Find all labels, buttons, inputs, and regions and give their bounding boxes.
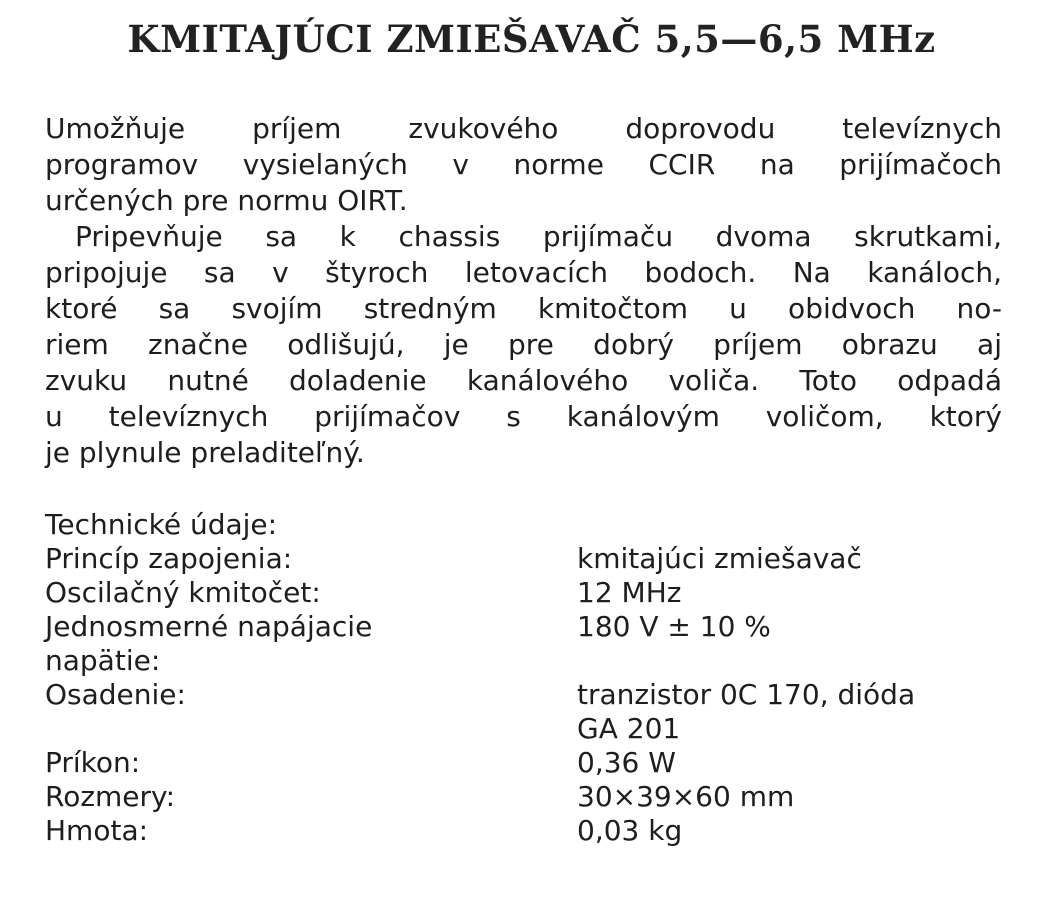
spec-value [577,780,1015,814]
paragraph-line: Umožňuje príjem zvukového doprovodu televíznych [45,112,1002,145]
spec-value-text: 30×39×60 mm [577,780,795,813]
spec-value-text: 0,36 W [577,746,676,779]
spec-label-text: Princíp zapojenia: [45,542,293,575]
spec-label-text: Príkon: [45,746,141,779]
page-title: KMITAJÚCI ZMIEŠAVAČ 5,5—6,5 MHz [127,17,936,61]
spec-label-text: Rozmery: [45,780,176,813]
paragraph-line: ktoré sa svojím stredným kmitočtom u obidvoch no- [45,292,1002,325]
spec-value-text: 180 V ± 10 % [577,610,771,643]
technical-specs [45,508,1015,848]
spec-value [577,576,1015,610]
spec-label [45,814,577,848]
spec-value [577,542,1015,576]
spec-row-components [45,678,1015,746]
spec-label-text: Osadenie: [45,678,186,711]
spec-row-power [45,746,1015,780]
paragraph-line: určených pre normu OIRT. [45,184,408,217]
spec-label [45,542,577,576]
spec-label [45,678,577,746]
specs-heading: Technické údaje: [45,508,278,541]
spec-label-text: Hmota: [45,814,149,847]
spec-value-text: 0,03 kg [577,814,683,847]
spec-row-weight [45,814,1015,848]
spec-label [45,610,577,678]
paragraph-intro [45,111,1002,219]
spec-value [577,746,1015,780]
spec-value-text: kmitajúci zmiešavač [577,542,862,575]
spec-value [577,610,1015,678]
spec-row-supply-voltage [45,610,1015,678]
spec-value-text: GA 201 [577,712,681,745]
spec-label-text: napätie: [45,644,161,677]
spec-row-dimensions [45,780,1015,814]
paragraph-line: Pripevňuje sa k chassis prijímaču dvoma skrutkami, [75,220,1002,253]
paragraph-line: programov vysielaných v norme CCIR na prijímačoch [45,148,1002,181]
spec-value [577,678,1015,746]
spec-value-text: tranzistor 0C 170, dióda [577,678,916,711]
paragraph-line: pripojuje sa v štyroch letovacích bodoch. Na kanáloch, [45,256,1002,289]
spec-label [45,780,577,814]
paragraph-line: u televíznych prijímačov s kanálovým voličom, ktorý [45,400,1002,433]
spec-value [577,814,1015,848]
paragraph-line: zvuku nutné doladenie kanálového voliča. Toto odpadá [45,364,1002,397]
spec-row-principle [45,542,1015,576]
paragraph-mounting [45,219,1002,471]
spec-label [45,576,577,610]
spec-value-text: 12 MHz [577,576,682,609]
spec-label [45,746,577,780]
spec-label-text: Oscilačný kmitočet: [45,576,321,609]
paragraph-line: je plynule preladiteľný. [45,436,365,469]
paragraph-line: riem značne odlišujú, je pre dobrý príjem obrazu aj [45,328,1002,361]
spec-row-oscillator-frequency [45,576,1015,610]
spec-label-text: Jednosmerné napájacie [45,610,373,643]
